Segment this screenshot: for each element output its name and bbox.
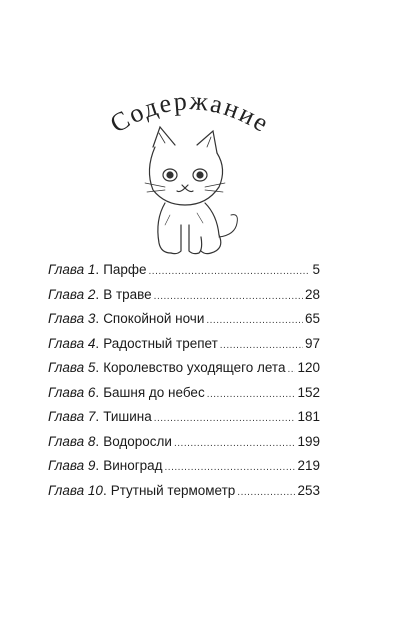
dot-leader bbox=[206, 315, 303, 326]
toc-entry[interactable]: Глава 7 . Тишина ..... 181 bbox=[48, 409, 320, 434]
chapter-label: Глава bbox=[48, 433, 85, 449]
toc-entry[interactable]: Глава 10 . Ртутный термометр ..... 253 bbox=[48, 483, 320, 508]
toc-entry[interactable]: Глава 6 . Башня до небес ..... 152 bbox=[48, 385, 320, 410]
toc-entry[interactable]: Глава 5 . Королевство уходящего лета ..... 120 bbox=[48, 360, 320, 385]
page-number: 28 bbox=[304, 286, 320, 302]
chapter-title: Королевство уходящего лета bbox=[103, 360, 286, 375]
chapter-label: Глава bbox=[48, 335, 85, 351]
dot-leader bbox=[287, 364, 295, 375]
page-number: 219 bbox=[297, 458, 320, 473]
chapter-title: Водоросли bbox=[103, 433, 172, 449]
page-number: 253 bbox=[297, 482, 320, 498]
dot-leader bbox=[207, 389, 296, 400]
page-number: 5 bbox=[312, 262, 320, 277]
toc-entry[interactable]: Глава 8 . Водоросли ..... 199 bbox=[48, 434, 320, 459]
chapter-number: 2 bbox=[87, 286, 96, 302]
dot-leader bbox=[165, 462, 296, 473]
chapter-title: Парфе bbox=[103, 262, 147, 277]
dot-leader bbox=[149, 266, 311, 277]
toc-entry[interactable]: Глава 1 . Парфе ..... 5 bbox=[48, 262, 320, 287]
chapter-number: 9 bbox=[87, 458, 96, 473]
chapter-title: В траве bbox=[103, 286, 152, 302]
chapter-number: 7 bbox=[87, 409, 96, 424]
dot-leader bbox=[154, 291, 303, 302]
page-number: 65 bbox=[304, 311, 320, 326]
toc-entry[interactable]: Глава 9 . Виноград ..... 219 bbox=[48, 458, 320, 483]
chapter-label: Глава bbox=[48, 409, 85, 424]
chapter-label: Глава bbox=[48, 384, 85, 400]
chapter-label: Глава bbox=[48, 286, 85, 302]
chapter-number: 5 bbox=[87, 360, 96, 375]
page-number: 152 bbox=[297, 384, 320, 400]
chapter-label: Глава bbox=[48, 458, 85, 473]
page-number: 199 bbox=[297, 433, 320, 449]
chapter-title: Башня до небес bbox=[103, 384, 205, 400]
chapter-number: 3 bbox=[87, 311, 96, 326]
toc-entry[interactable]: Глава 4 . Радостный трепет ..... 97 bbox=[48, 336, 320, 361]
chapter-title: Тишина bbox=[103, 409, 152, 424]
chapter-number: 4 bbox=[87, 335, 96, 351]
contents-heading-text: Содержание bbox=[105, 86, 276, 139]
chapter-title: Радостный трепет bbox=[103, 335, 218, 351]
dot-leader bbox=[220, 340, 303, 351]
dot-leader bbox=[154, 413, 296, 424]
chapter-title: Спокойной ночи bbox=[103, 311, 205, 326]
page-number: 120 bbox=[297, 360, 320, 375]
page-number: 181 bbox=[297, 409, 320, 424]
chapter-number: 8 bbox=[87, 433, 96, 449]
toc-entry[interactable]: Глава 3 . Спокойной ночи ..... 65 bbox=[48, 311, 320, 336]
table-of-contents bbox=[48, 262, 320, 507]
chapter-number: 1 bbox=[87, 262, 96, 277]
chapter-label: Глава bbox=[48, 311, 85, 326]
chapter-title: Виноград bbox=[103, 458, 163, 473]
chapter-label: Глава bbox=[48, 360, 85, 375]
chapter-label: Глава bbox=[48, 482, 85, 498]
kitten-illustration bbox=[125, 125, 245, 260]
dot-leader bbox=[237, 487, 295, 498]
chapter-number: 10 bbox=[87, 482, 103, 498]
toc-entry[interactable]: Глава 2 . В траве ..... 28 bbox=[48, 287, 320, 312]
chapter-number: 6 bbox=[87, 384, 96, 400]
page-number: 97 bbox=[304, 335, 320, 351]
dot-leader bbox=[174, 438, 295, 449]
chapter-title: Ртутный термометр bbox=[110, 482, 236, 498]
chapter-label: Глава bbox=[48, 262, 85, 277]
